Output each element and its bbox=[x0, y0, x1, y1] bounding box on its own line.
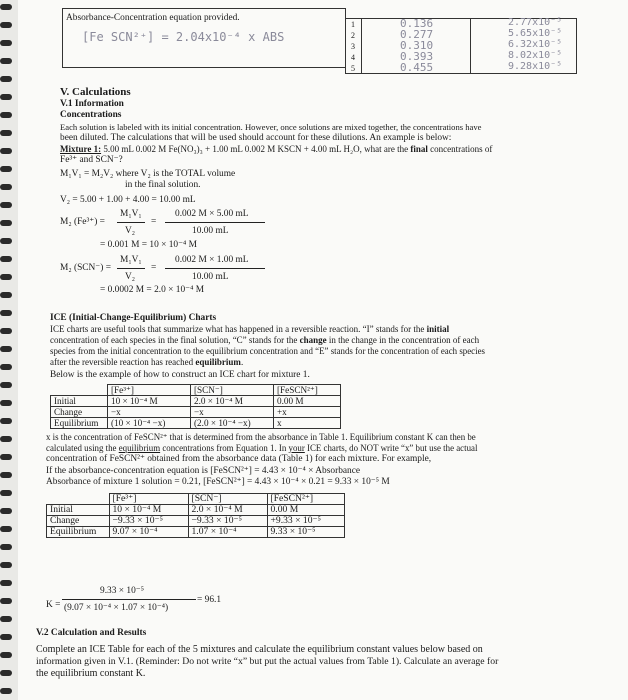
scn-fraction-bar-2 bbox=[165, 268, 265, 269]
fe-result: = 0.001 M = 10 × 10⁻⁴ M bbox=[100, 240, 198, 250]
table-cell: 0.00 M bbox=[267, 505, 344, 516]
scn-num-val: 0.002 M × 1.00 mL bbox=[175, 255, 249, 265]
x-l2-d: your bbox=[288, 443, 305, 453]
dilution-equation-2: in the final solution. bbox=[125, 180, 201, 190]
table-cell: 10 × 10⁻⁴ M bbox=[109, 505, 188, 516]
mixture-final: final bbox=[410, 144, 428, 154]
ice-p1 bbox=[50, 324, 449, 335]
k-denominator: (9.07 × 10⁻⁴ × 1.07 × 10⁻⁴) bbox=[64, 603, 169, 613]
table-row bbox=[51, 385, 341, 396]
fe-den-val: 10.00 mL bbox=[192, 226, 229, 236]
x-l2-c: concentrations from Equation 1. In bbox=[160, 443, 289, 453]
fe-fraction-bar bbox=[117, 222, 145, 223]
table-cell: −x bbox=[108, 407, 191, 418]
fe-num-val: 0.002 M × 5.00 mL bbox=[175, 209, 249, 219]
ice-p1-bold: initial bbox=[426, 324, 450, 334]
mixture-line-2: Fe³⁺ and SCN⁻? bbox=[60, 155, 123, 165]
abs-value: 0.136 bbox=[400, 17, 434, 30]
abs-value: 0.310 bbox=[400, 39, 434, 52]
dilution-equation: M₁V₁ = M₂V₂ where V₂ is the TOTAL volume bbox=[60, 169, 236, 179]
ice-table-example bbox=[50, 384, 341, 429]
fe-fraction-bar-2 bbox=[165, 222, 265, 223]
mixture-label: Mixture 1: bbox=[60, 144, 102, 154]
conc-value: 6.32x10⁻⁵ bbox=[508, 39, 563, 50]
abs-col-divider-2 bbox=[470, 18, 471, 73]
table-header: [SCN⁻] bbox=[191, 385, 274, 396]
mixture-line bbox=[60, 144, 492, 155]
ice-p5: Below is the example of how to construct an ICE chart for mixture 1. bbox=[50, 370, 310, 380]
table-header: [FeSCN²⁺] bbox=[267, 494, 344, 505]
table-cell: −x bbox=[191, 407, 274, 418]
table-cell: +9.33 × 10⁻⁵ bbox=[267, 516, 344, 527]
table-header: [Fe³⁺] bbox=[108, 385, 191, 396]
table-cell: 9.33 × 10⁻⁵ bbox=[267, 527, 344, 538]
table-cell bbox=[51, 385, 108, 396]
k-fraction-bar bbox=[62, 599, 196, 600]
table-row bbox=[51, 396, 341, 407]
mixture-text: 5.00 mL 0.002 M Fe(NO₃)₃ + 1.00 mL 0.002 M KSCN + 4.00 mL H₂O, what are the bbox=[101, 144, 411, 154]
table-header: [Fe³⁺] bbox=[109, 494, 188, 505]
table-header: [SCN⁻] bbox=[188, 494, 267, 505]
scn-den-val: 10.00 mL bbox=[192, 272, 229, 282]
table-cell: Initial bbox=[51, 396, 108, 407]
ice-p4-end: . bbox=[240, 357, 244, 367]
scn-lhs: M₂ (SCN⁻) = bbox=[60, 263, 112, 273]
abs-value: 0.455 bbox=[400, 61, 434, 74]
ice-p2-bold: change bbox=[299, 335, 327, 345]
table-cell: 10 × 10⁻⁴ M bbox=[108, 396, 191, 407]
table-cell: −9.33 × 10⁻⁵ bbox=[109, 516, 188, 527]
table-cell: Change bbox=[47, 516, 110, 527]
v2-calculation: V₂ = 5.00 + 1.00 + 4.00 = 10.00 mL bbox=[60, 195, 196, 205]
ice-p4 bbox=[50, 357, 243, 368]
x-l2-b: equilibrium bbox=[118, 443, 161, 453]
table-row bbox=[47, 505, 345, 516]
mixture-end: concentrations of bbox=[427, 144, 493, 154]
abs-row-num: 3 bbox=[351, 42, 355, 51]
x-explanation-3: concentration of FeSCN²⁺ obtained from the absorbance data (Table 1) for each mixture. For example, bbox=[46, 454, 432, 464]
conc-value: 2.77x10⁻⁵ bbox=[508, 17, 563, 28]
table-cell bbox=[47, 494, 110, 505]
conc-value: 9.28x10⁻⁵ bbox=[508, 61, 563, 72]
table-cell: Equilibrium bbox=[47, 527, 110, 538]
abs-value: 0.393 bbox=[400, 50, 434, 63]
table-header: [FeSCN²⁺] bbox=[274, 385, 341, 396]
x-explanation-5: Absorbance of mixture 1 solution = 0.21, [FeSCN²⁺] = 4.43 × 10⁻⁴ × 0.21 = 9.33 × 10⁻⁵ M bbox=[46, 477, 390, 487]
concentrations-heading: Concentrations bbox=[60, 110, 122, 120]
v2-heading: V.2 Calculation and Results bbox=[36, 628, 147, 638]
header-title: Absorbance-Concentration equation provided. bbox=[66, 13, 240, 23]
table-row bbox=[47, 527, 345, 538]
table-cell: (10 × 10⁻⁴ −x) bbox=[108, 418, 191, 429]
scn-den-sym: V₂ bbox=[125, 272, 136, 282]
x-explanation-1: x is the concentration of FeSCN²⁺ that is determined from the absorbance in Table 1. Equilibrium constant K can then be bbox=[46, 432, 476, 442]
intro-line-2: been diluted. The calculations that will be used should account for these dilutions. An example is below: bbox=[60, 133, 452, 143]
ice-p2-end: in the change in the concentration of each bbox=[326, 335, 480, 345]
section-heading: V. Calculations bbox=[60, 86, 131, 98]
fe-lhs: M₂ (Fe³⁺) = bbox=[60, 217, 105, 227]
v2-line-2: information given in V.1. (Reminder: Do not write “x” but put the actual values from Table 1). Calculate an average for bbox=[36, 656, 499, 667]
scn-fraction-bar bbox=[117, 268, 145, 269]
abs-row-num: 1 bbox=[351, 20, 355, 29]
abs-row-num: 2 bbox=[351, 31, 355, 40]
intro-line-1: Each solution is labeled with its initial concentration. However, once solutions are mixed together, the concentrations have bbox=[60, 122, 482, 132]
x-l2-a: calculated using the bbox=[46, 443, 119, 453]
fe-equals: = bbox=[151, 217, 157, 227]
scn-result: = 0.0002 M = 2.0 × 10⁻⁴ M bbox=[100, 285, 205, 295]
ice-table-worked bbox=[46, 493, 345, 538]
table-row bbox=[47, 494, 345, 505]
abs-row-num: 4 bbox=[351, 53, 355, 62]
spiral-binding bbox=[0, 0, 20, 700]
v2-line-3: the equilibrium constant K. bbox=[36, 668, 146, 679]
k-numerator: 9.33 × 10⁻⁵ bbox=[100, 586, 144, 596]
k-result: = 96.1 bbox=[197, 595, 222, 605]
table-cell: (2.0 × 10⁻⁴ −x) bbox=[191, 418, 274, 429]
table-row bbox=[51, 418, 341, 429]
table-cell: Initial bbox=[47, 505, 110, 516]
x-explanation-2 bbox=[46, 443, 477, 454]
table-cell: 0.00 M bbox=[274, 396, 341, 407]
abs-value: 0.277 bbox=[400, 28, 434, 41]
fe-den-sym: V₂ bbox=[125, 226, 136, 236]
table-cell: +x bbox=[274, 407, 341, 418]
table-cell: 2.0 × 10⁻⁴ M bbox=[188, 505, 267, 516]
table-row bbox=[47, 516, 345, 527]
scn-equals: = bbox=[151, 263, 157, 273]
table-cell: Equilibrium bbox=[51, 418, 108, 429]
table-cell: 2.0 × 10⁻⁴ M bbox=[191, 396, 274, 407]
ice-p3: species from the initial concentration to the equilibrium concentration and “E” stands for the concentration of each species bbox=[50, 346, 485, 356]
subsection-heading: V.1 Information bbox=[60, 99, 124, 109]
conc-value: 5.65x10⁻⁵ bbox=[508, 28, 563, 39]
table-cell: 1.07 × 10⁻⁴ bbox=[188, 527, 267, 538]
x-l2-e: ICE charts, do NOT write “x” but use the actual bbox=[304, 443, 478, 453]
table-cell: −9.33 × 10⁻⁵ bbox=[188, 516, 267, 527]
ice-p4-bold: equilibrium bbox=[195, 357, 241, 367]
table-cell: Change bbox=[51, 407, 108, 418]
ice-heading: ICE (Initial-Change-Equilibrium) Charts bbox=[50, 313, 217, 323]
ice-p1-text: ICE charts are useful tools that summarize what has happened in a reversible reaction. “I” stands for the bbox=[50, 324, 427, 334]
abs-col-divider-1 bbox=[361, 18, 362, 73]
ice-p4-text: after the reversible reaction has reached bbox=[50, 357, 196, 367]
table-cell: 9.07 × 10⁻⁴ bbox=[109, 527, 188, 538]
handwritten-equation: [Fe SCN²⁺] = 2.04x10⁻⁴ x ABS bbox=[82, 30, 285, 44]
k-lhs: K = bbox=[46, 600, 61, 610]
table-cell: x bbox=[274, 418, 341, 429]
ice-p2 bbox=[50, 335, 479, 346]
abs-row-num: 5 bbox=[351, 64, 355, 73]
v2-line-1: Complete an ICE Table for each of the 5 mixtures and calculate the equilibrium constant values below based on bbox=[36, 644, 483, 655]
table-row bbox=[51, 407, 341, 418]
scn-num-sym: M₁V₁ bbox=[120, 255, 142, 265]
fe-num-sym: M₁V₁ bbox=[120, 209, 142, 219]
x-explanation-4: If the absorbance-concentration equation is [FeSCN²⁺] = 4.43 × 10⁻⁴ × Absorbance bbox=[46, 466, 361, 476]
conc-value: 8.02x10⁻⁵ bbox=[508, 50, 563, 61]
ice-p2-text: concentration of each species in the final solution, “C” stands for the bbox=[50, 335, 300, 345]
